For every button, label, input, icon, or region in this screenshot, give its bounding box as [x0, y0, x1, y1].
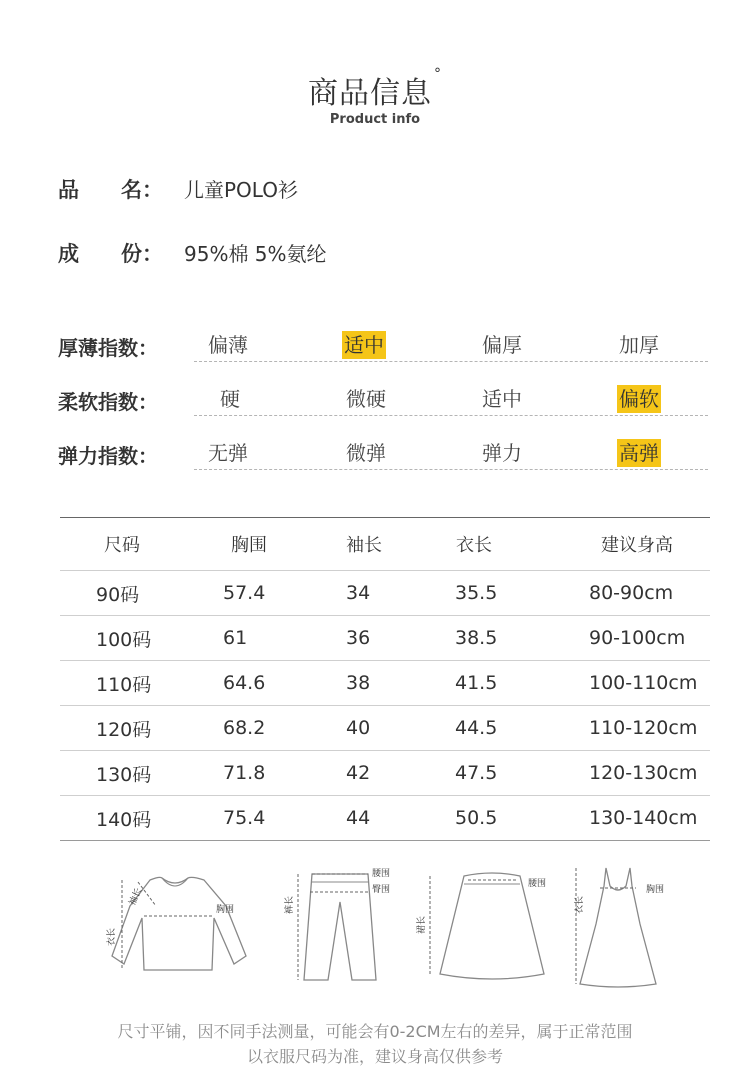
cell-height: 100-110cm	[581, 661, 710, 706]
table-header-row	[60, 518, 710, 571]
pants-diagram	[280, 862, 400, 987]
table-row	[60, 751, 710, 796]
cell-chest: 57.4	[223, 571, 336, 616]
softness-label: 柔软指数：	[58, 390, 158, 414]
cell-height: 110-120cm	[581, 706, 710, 751]
shirt-sleeve-label: 袖长	[127, 886, 145, 908]
softness-option: 硬	[220, 387, 240, 411]
dress-chest-label: 胸围	[646, 885, 665, 895]
footer-note-line2: 以衣服尺码为准，建议身高仅供参考	[246, 1047, 503, 1066]
cell-length: 44.5	[455, 706, 581, 751]
cell-chest: 61	[223, 616, 336, 661]
thickness-option: 偏厚	[482, 333, 522, 357]
info-label-name: 品 名：	[58, 178, 163, 202]
elasticity-divider	[194, 469, 708, 470]
softness-option: 微硬	[346, 387, 386, 411]
skirt-waist-label: 腰围	[528, 879, 547, 889]
shirt-length-label: 衣长	[107, 927, 117, 946]
page-title: 商品信息°	[308, 66, 442, 111]
pants-hip-label: 臀围	[372, 885, 391, 895]
cell-chest: 68.2	[223, 706, 336, 751]
header-sleeve: 袖长	[336, 518, 455, 571]
table-row	[60, 796, 710, 841]
cell-sleeve: 34	[336, 571, 455, 616]
shirt-diagram	[100, 862, 270, 982]
elasticity-label: 弹力指数：	[58, 444, 158, 468]
cell-sleeve: 36	[336, 616, 455, 661]
cell-chest: 71.8	[223, 751, 336, 796]
cell-sleeve: 40	[336, 706, 455, 751]
table-row	[60, 571, 710, 616]
thickness-divider	[194, 361, 708, 362]
table-row	[60, 661, 710, 706]
page-subtitle: Product info	[329, 112, 421, 127]
softness-option: 适中	[482, 387, 522, 411]
cell-length: 47.5	[455, 751, 581, 796]
cell-size: 140码	[60, 796, 223, 841]
cell-height: 130-140cm	[581, 796, 710, 841]
cell-sleeve: 42	[336, 751, 455, 796]
thickness-option: 偏薄	[208, 333, 248, 357]
dress-diagram	[570, 862, 690, 990]
cell-height: 90-100cm	[581, 616, 710, 661]
dress-length-label: 衣长	[575, 895, 585, 914]
cell-height: 80-90cm	[581, 571, 710, 616]
softness-option: 偏软	[619, 387, 659, 411]
header-size: 尺码	[60, 518, 223, 571]
thickness-option: 适中	[344, 333, 384, 357]
table-row	[60, 706, 710, 751]
footer-note-line1: 尺寸平铺，因不同手法测量，可能会有0-2CM左右的差异，属于正常范围	[117, 1022, 633, 1041]
cell-size: 110码	[60, 661, 223, 706]
title-mark: °	[434, 66, 442, 82]
elasticity-option: 微弹	[346, 441, 386, 465]
cell-length: 50.5	[455, 796, 581, 841]
cell-length: 41.5	[455, 661, 581, 706]
elasticity-option: 无弹	[208, 441, 248, 465]
cell-size: 120码	[60, 706, 223, 751]
cell-length: 38.5	[455, 616, 581, 661]
cell-size: 100码	[60, 616, 223, 661]
info-value-name: 儿童POLO衫	[184, 178, 298, 202]
header-chest: 胸围	[223, 518, 336, 571]
skirt-length-label: 裙长	[417, 915, 427, 934]
cell-chest: 75.4	[223, 796, 336, 841]
size-table	[60, 517, 710, 841]
pants-length-label: 裤长	[285, 895, 295, 914]
header-height: 建议身高	[581, 518, 710, 571]
pants-waist-label: 腰围	[372, 869, 391, 879]
thickness-label: 厚薄指数：	[58, 336, 158, 360]
header-length: 衣长	[455, 518, 581, 571]
cell-length: 35.5	[455, 571, 581, 616]
thickness-option: 加厚	[619, 333, 659, 357]
cell-size: 130码	[60, 751, 223, 796]
elasticity-option: 高弹	[619, 441, 659, 465]
cell-chest: 64.6	[223, 661, 336, 706]
elasticity-option: 弹力	[482, 441, 522, 465]
cell-size: 90码	[60, 571, 223, 616]
skirt-diagram	[408, 862, 568, 987]
cell-sleeve: 44	[336, 796, 455, 841]
shirt-chest-label: 胸围	[216, 905, 235, 915]
info-value-material: 95%棉 5%氨纶	[184, 242, 327, 266]
softness-divider	[194, 415, 708, 416]
table-row	[60, 616, 710, 661]
cell-sleeve: 38	[336, 661, 455, 706]
cell-height: 120-130cm	[581, 751, 710, 796]
info-label-material: 成 份：	[58, 242, 163, 266]
